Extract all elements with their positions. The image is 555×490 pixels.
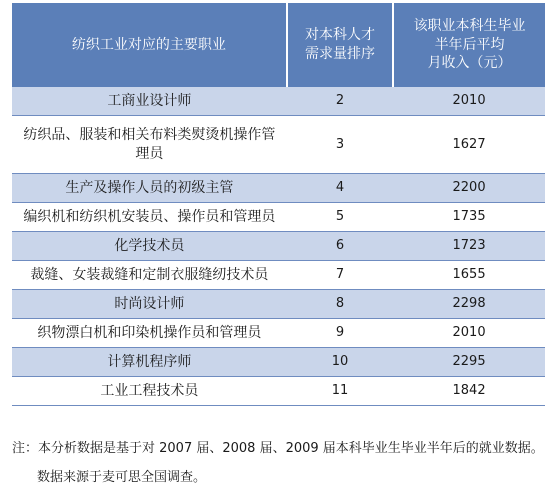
cell-income: 1655 bbox=[393, 261, 545, 290]
cell-income: 1723 bbox=[393, 232, 545, 261]
cell-income: 2010 bbox=[393, 319, 545, 348]
cell-occupation: 生产及操作人员的初级主管 bbox=[12, 174, 287, 203]
table-row bbox=[12, 319, 545, 348]
cell-occupation: 计算机程序师 bbox=[12, 348, 287, 377]
cell-income: 1842 bbox=[393, 377, 545, 406]
cell-rank: 8 bbox=[287, 290, 393, 319]
cell-rank: 11 bbox=[287, 377, 393, 406]
cell-rank: 2 bbox=[287, 87, 393, 116]
table-row bbox=[12, 203, 545, 232]
cell-occupation: 纺织品、服装和相关布料类熨烫机操作管理员 bbox=[12, 116, 287, 174]
table-row bbox=[12, 174, 545, 203]
cell-occupation: 编织机和纺织机安装员、操作员和管理员 bbox=[12, 203, 287, 232]
cell-rank: 6 bbox=[287, 232, 393, 261]
header-monthly-income-line2: 半年后平均 bbox=[434, 36, 505, 53]
cell-income: 2298 bbox=[393, 290, 545, 319]
table-row bbox=[12, 377, 545, 406]
table-row bbox=[12, 87, 545, 116]
cell-rank: 9 bbox=[287, 319, 393, 348]
cell-income: 2295 bbox=[393, 348, 545, 377]
header-monthly-income-line3: 月收入（元） bbox=[427, 55, 512, 72]
footnote-line1: 注：本分析数据是基于对 2007 届、2008 届、2009 届本科毕业生毕业半年后的就业数据。 bbox=[12, 441, 544, 456]
footnote-line2: 数据来源于麦可思全国调查。 bbox=[37, 470, 207, 485]
cell-occupation: 化学技术员 bbox=[12, 232, 287, 261]
cell-income: 1627 bbox=[393, 116, 545, 174]
cell-income: 2200 bbox=[393, 174, 545, 203]
table-header-row bbox=[12, 3, 545, 87]
cell-rank: 3 bbox=[287, 116, 393, 174]
header-monthly-income-line1: 该职业本科生毕业 bbox=[413, 17, 526, 34]
cell-income: 2010 bbox=[393, 87, 545, 116]
cell-rank: 7 bbox=[287, 261, 393, 290]
cell-rank: 5 bbox=[287, 203, 393, 232]
table-row bbox=[12, 232, 545, 261]
cell-rank: 4 bbox=[287, 174, 393, 203]
cell-rank: 10 bbox=[287, 348, 393, 377]
occupation-income-table bbox=[12, 3, 545, 406]
cell-occupation: 工商业设计师 bbox=[12, 87, 287, 116]
header-occupation: 纺织工业对应的主要职业 bbox=[12, 3, 287, 87]
cell-occupation: 织物漂白机和印染机操作员和管理员 bbox=[12, 319, 287, 348]
header-monthly-income bbox=[393, 3, 545, 87]
cell-occupation: 裁缝、女装裁缝和定制衣服缝纫技术员 bbox=[12, 261, 287, 290]
table-row bbox=[12, 348, 545, 377]
header-demand-rank-line1: 对本科人才 bbox=[304, 27, 375, 44]
header-demand-rank-line2: 需求量排序 bbox=[304, 46, 375, 62]
table-row bbox=[12, 116, 545, 174]
cell-income: 1735 bbox=[393, 203, 545, 232]
header-demand-rank bbox=[287, 3, 393, 87]
table-row bbox=[12, 261, 545, 290]
cell-occupation: 时尚设计师 bbox=[12, 290, 287, 319]
table-row bbox=[12, 290, 545, 319]
cell-occupation: 工业工程技术员 bbox=[12, 377, 287, 406]
